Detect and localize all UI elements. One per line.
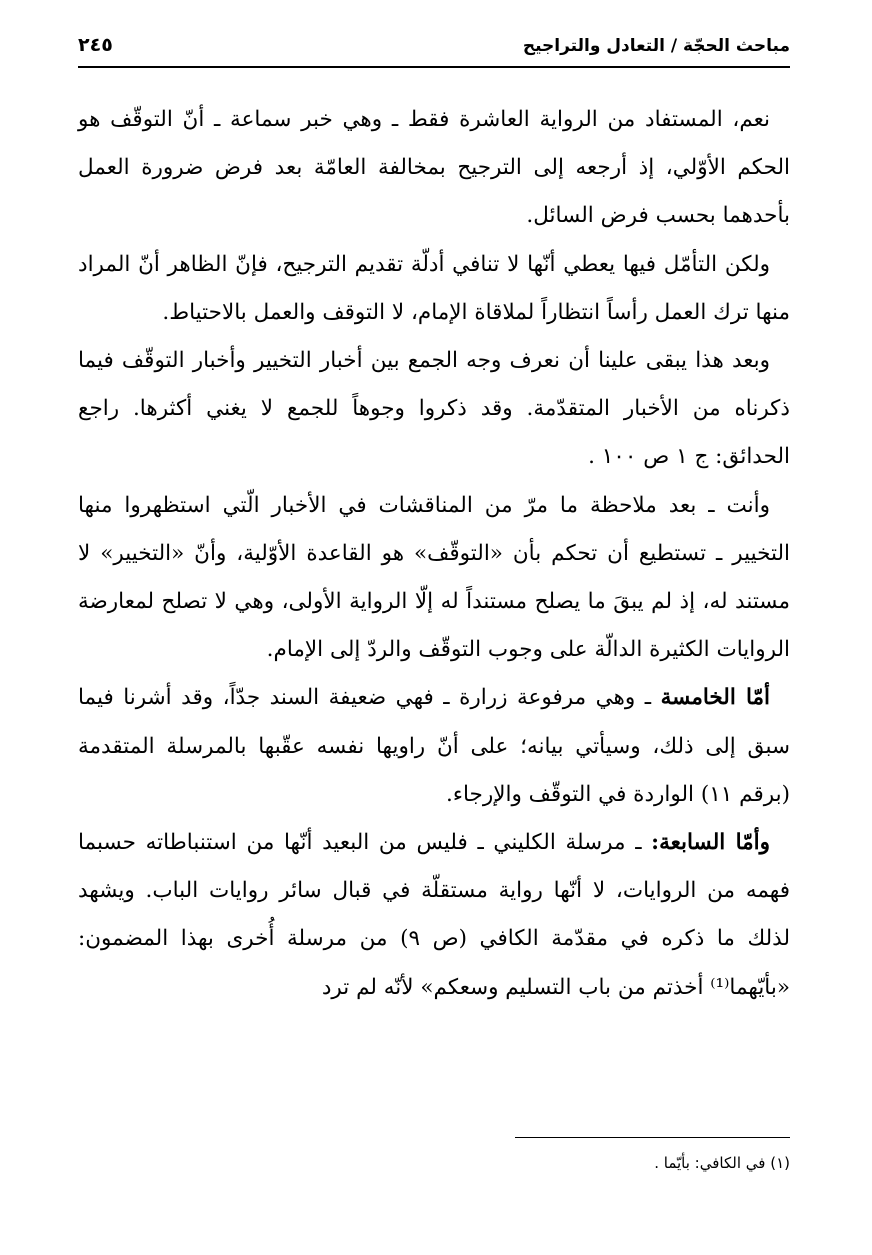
paragraph: [78, 96, 790, 241]
paragraph-lead: أمّا الخامسة: [660, 685, 770, 711]
paragraph-text: نعم، المستفاد من الرواية العاشرة فقط ـ وهي خبر سماعة ـ أنّ التوقّف هو الحكم الأوّلي، إذ أرجعه إلى الترجيح بمخالفة العامّة بعد فرض ضرورة العمل بأحدهما بحسب فرض السائل.: [78, 107, 790, 229]
paragraph-text: ـ مرسلة الكليني ـ فليس من البعيد أنّها من استنباطاته حسبما فهمه من الروايات، لا أنّها رواية مستقلّة في قبال سائر روايات الباب. ويشهد لذلك ما ذكره في مقدّمة الكافي (ص ٩) من مرسلة أُخرى بهذا المضمون: «بأيّهما⁽¹⁾ أخذتم من باب التسليم وسعكم» لأنّه لم ترد: [78, 830, 791, 1000]
paragraph: [78, 819, 790, 1012]
paragraph: [78, 674, 790, 819]
footnote: (١) في الكافي: بأيّما .: [654, 1154, 790, 1172]
running-header: [78, 30, 790, 68]
header-title: مباحث الحجّة / التعادل والتراجيح: [522, 36, 790, 56]
paragraph-text: وأنت ـ بعد ملاحظة ما مرّ من المناقشات في الأخبار الّتي استظهروا منها التخيير ـ تستطيع أن تحكم بأن «التوقّف» هو القاعدة الأوّلية، وأنّ «التخيير» لا مستند له، إذ لم يبقَ ما يصلح مستنداً له إلّا الرواية الأولى، وهي لا تصلح لمعارضة الروايات الكثيرة الدالّة على وجوب التوقّف والردّ إلى الإمام.: [78, 492, 790, 663]
paragraph: [78, 337, 790, 482]
body-text: [78, 96, 790, 1012]
paragraph-text: وبعد هذا يبقى علينا أن نعرف وجه الجمع بين أخبار التخيير وأخبار التوقّف فيما ذكرناه من الأخبار المتقدّمة. وقد ذكروا وجوهاً للجمع لا يغني أكثرها. راجع الحدائق: ج ١ ص ١٠٠ .: [78, 348, 790, 470]
page-number: ٢٤٥: [78, 34, 113, 56]
paragraph: [78, 241, 790, 337]
paragraph-text: ولكن التأمّل فيها يعطي أنّها لا تنافي أدلّة تقديم الترجيح، فإنّ الظاهر أنّ المراد منها ترك العمل رأساً انتظاراً لملاقاة الإمام، لا التوقف والعمل بالاحتياط.: [78, 251, 790, 325]
paragraph: [78, 482, 790, 675]
footnote-divider: [515, 1137, 790, 1138]
paragraph-text: ـ وهي مرفوعة زرارة ـ فهي ضعيفة السند جدّاً، وقد أشرنا فيما سبق إلى ذلك، وسيأتي بيانه؛ على أنّ راويها نفسه عقّبها بالمرسلة المتقدمة (برقم ١١) الواردة في التوقّف والإرجاء.: [78, 685, 790, 807]
paragraph-lead: وأمّا السابعة:: [651, 830, 770, 856]
